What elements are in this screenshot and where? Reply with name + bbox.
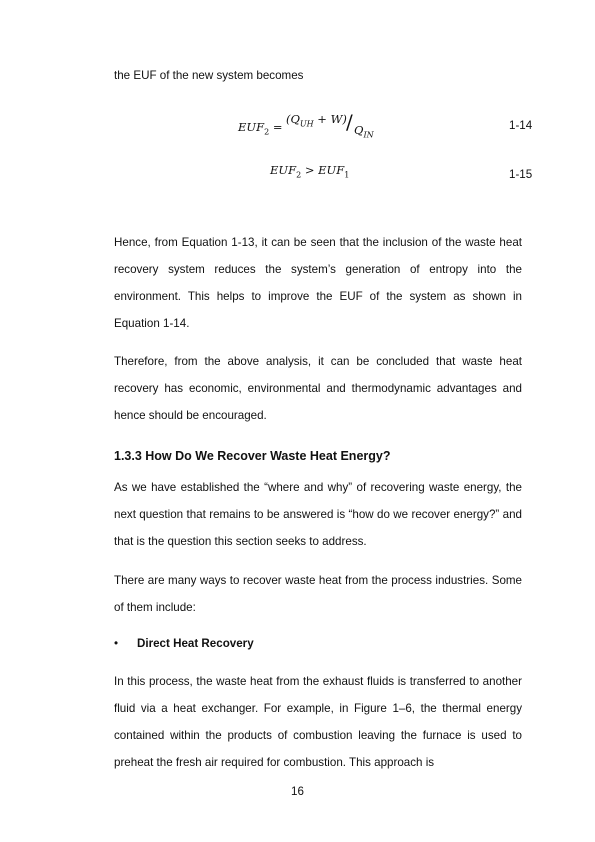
paragraph-many-ways: There are many ways to recover waste heat from the process industries. Some of them include: bbox=[114, 574, 522, 614]
page-number: 16 bbox=[291, 785, 304, 798]
paragraph-entropy: Hence, from Equation 1-13, it can be seen that the inclusion of the waste heat recovery system reduces the system’s generation of entropy into the environment. This helps to improve the EUF of the system as shown in Equation 1-14. bbox=[114, 236, 522, 330]
equation-number-1-14: 1-14 bbox=[509, 119, 533, 132]
equation-1-14: $EUF_2$ = $(Q_{UH} + W)$ / $Q_{IN}$ bbox=[238, 110, 374, 140]
section-heading: 1.3.3 How Do We Recover Waste Heat Energy? bbox=[114, 449, 391, 463]
equation-1-15: $EUF_2 > EUF_1$ bbox=[270, 163, 350, 180]
paragraph-where-why: As we have established the “where and why” of recovering waste energy, the next question that remains to be answered is “how do we recover energy?” and that is the question this section seeks to address. bbox=[114, 481, 522, 548]
equation-number-1-15: 1-15 bbox=[509, 168, 533, 181]
bullet-item bbox=[114, 637, 254, 650]
bullet-label: Direct Heat Recovery bbox=[137, 637, 254, 650]
paragraph-conclusion: Therefore, from the above analysis, it can be concluded that waste heat recovery has economic, environmental and thermodynamic advantages and hence should be encouraged. bbox=[114, 355, 522, 422]
intro-line: the EUF of the new system becomes bbox=[114, 69, 304, 82]
paragraph-direct-recovery: In this process, the waste heat from the exhaust fluids is transferred to another fluid via a heat exchanger. For example, in Figure 1–6, the thermal energy contained within the products of combustion leaving the furnace is used to preheat the fresh air required for combustion. This approach is bbox=[114, 675, 522, 769]
bullet-marker: • bbox=[114, 637, 119, 650]
